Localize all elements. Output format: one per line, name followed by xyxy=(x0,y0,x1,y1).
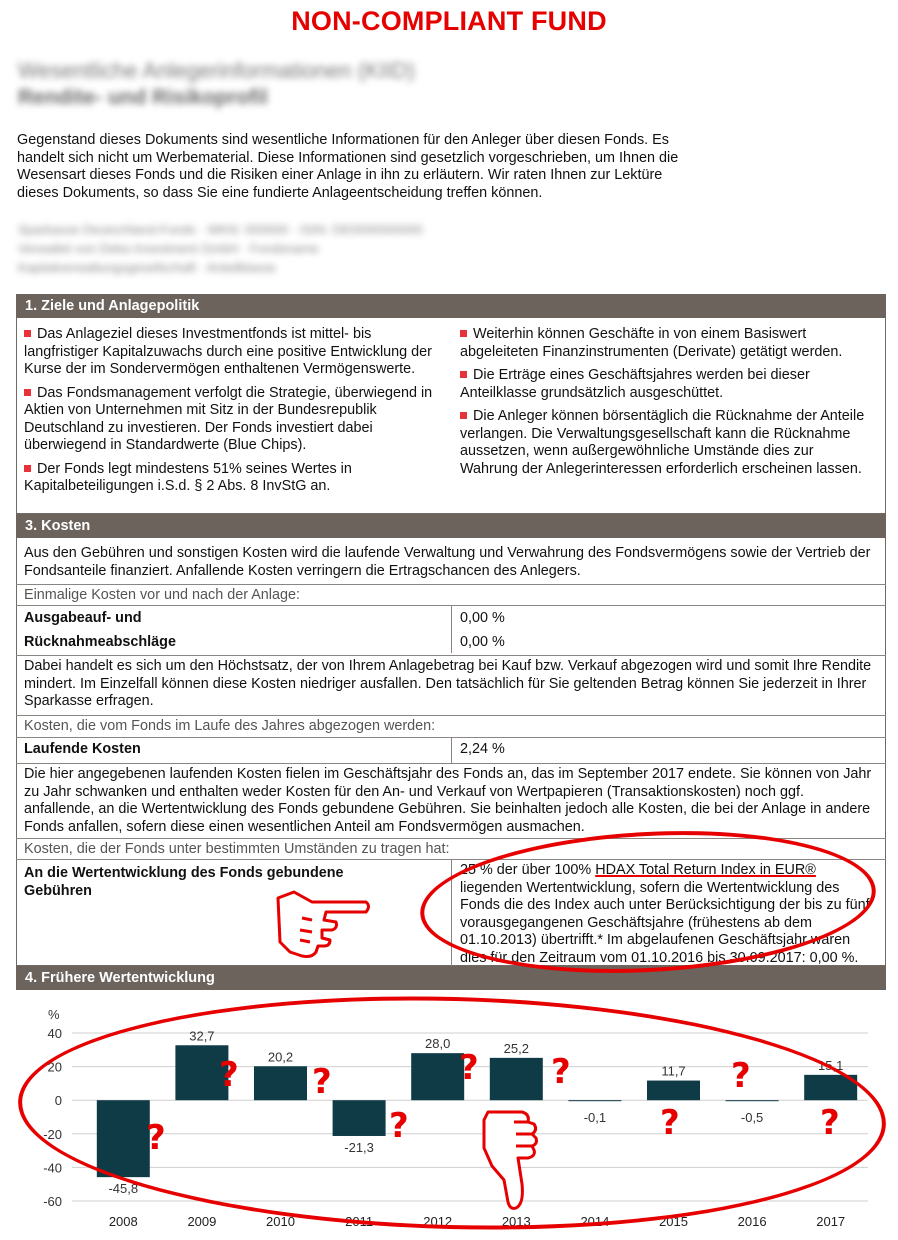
y-tick-label: 0 xyxy=(54,1093,62,1109)
running-costs-value: 2,24 % xyxy=(460,741,505,757)
performance-fee-label: An die Wertentwicklung des Fonds gebundene Gebühren xyxy=(24,865,344,899)
section1-left-column xyxy=(24,326,434,502)
bar-value-label: -0,1 xyxy=(583,1110,607,1126)
question-mark-annotation: ? xyxy=(389,1106,409,1146)
y-tick-label: 20 xyxy=(47,1059,62,1075)
blurred-doc-subtitle: Rendite- und Risikoprofil xyxy=(18,86,268,109)
non-compliant-stamp: NON-COMPLIANT FUND xyxy=(291,6,607,36)
question-mark-annotation: ? xyxy=(146,1118,166,1158)
performance-fee-pre: 25 % der über 100% xyxy=(460,862,596,878)
objective-bullet: Weiterhin können Geschäfte in von einem Basiswert abgeleiteten Finanzinstrumenten (Derivate) getätigt werden. xyxy=(460,326,872,361)
blurred-doc-title: Wesentliche Anlegerinformationen (KIID) xyxy=(18,58,416,83)
column-divider xyxy=(451,605,452,653)
question-mark-annotation: ? xyxy=(820,1103,840,1143)
thumbs-down-icon xyxy=(478,1108,548,1213)
objective-bullet: Das Anlageziel dieses Investmentfonds ist mittel- bis langfristiger Kapitalzuwachs durch eine positive Entwicklung der Kurse der im Sondervermögen enthaltenen Vermögenswerte. xyxy=(24,326,434,379)
x-tick-label: 2015 xyxy=(659,1214,688,1229)
question-mark-annotation: ? xyxy=(731,1056,751,1096)
blurred-fund-info xyxy=(18,220,423,277)
exit-charge-label: Rücknahmeabschläge xyxy=(24,634,176,650)
performance-fee-index: HDAX Total Return Index in EUR® xyxy=(595,862,816,878)
question-mark-annotation: ? xyxy=(459,1048,479,1088)
objective-bullet: Die Erträge eines Geschäftsjahres werden bei dieser Anteilklasse grundsätzlich ausgeschüttet. xyxy=(460,367,872,402)
question-mark-annotation: ? xyxy=(219,1055,239,1095)
bar-value-label: 15,1 xyxy=(818,1057,844,1073)
bar-value-label: -45,8 xyxy=(108,1181,139,1197)
bar-value-label: 32,7 xyxy=(189,1028,215,1044)
yearly-costs-label: Kosten, die vom Fonds im Laufe des Jahres abgezogen werden: xyxy=(16,715,886,736)
special-costs-label: Kosten, die der Fonds unter bestimmten Umständen zu tragen hat: xyxy=(16,838,886,859)
intro-paragraph: Gegenstand dieses Dokuments sind wesentliche Informationen für den Anleger über diesen Fonds. Es handelt sich nicht um Werbematerial. Diese Informationen sind gesetzlich vorgeschrieben, um Ihnen die Wesensart dieses Fonds und die Risiken einer Anlage in ihn zu erläutern. Wir raten Ihnen zur Lektüre dieses Dokuments, so dass Sie eine fundierte Anlageentscheidung treffen können. xyxy=(17,132,679,201)
column-divider xyxy=(451,737,452,763)
y-tick-label: -40 xyxy=(43,1160,62,1176)
x-tick-label: 2013 xyxy=(501,1214,531,1229)
section3-heading: 3. Kosten xyxy=(16,514,886,538)
objective-bullet: Die Anleger können börsentäglich die Rücknahme der Anteile verlangen. Die Verwaltungsgesellschaft kann die Rücknahme aussetzen, wenn außergewöhnliche Umstände dies zur Wahrung der Anlegerinteressen erforderlich erscheinen lassen. xyxy=(460,408,872,478)
y-tick-label: -20 xyxy=(43,1126,62,1142)
y-tick-label: 40 xyxy=(47,1026,62,1041)
objective-bullet: Der Fonds legt mindestens 51% seines Wertes in Kapitalbeteiligungen i.S.d. § 2 Abs. 8 InvStG an. xyxy=(24,461,434,496)
performance-fee-post: liegenden Wertentwicklung, sofern die Wertentwicklung des Fonds die des Index auch unter Berücksichtigung der bis zu fünf vorausgegangenen Geschäftsjahre (frühestens ab dem 01.10.2013) übertrifft.* Im abgelaufenen Geschäftsjahr waren dies für den Zeitraum vom 01.10.2016 bis 30.09.2017: 0,00 %. xyxy=(460,879,870,966)
x-tick-label: 2010 xyxy=(266,1214,295,1229)
bar-value-label: 28,0 xyxy=(425,1036,451,1052)
question-mark-annotation: ? xyxy=(660,1103,680,1143)
one-off-costs-label: Einmalige Kosten vor und nach der Anlage: xyxy=(16,584,886,605)
bar-value-label: -0,5 xyxy=(740,1110,764,1126)
entry-charge-value: 0,00 % xyxy=(460,610,505,626)
blurred-fund-line: Sparkasse Deutschland-Fonds · WKN: 000000 · ISIN: DE0000000000 xyxy=(18,222,423,237)
question-mark-annotation: ? xyxy=(551,1052,571,1092)
section1-right-column xyxy=(460,326,872,484)
section1-heading: 1. Ziele und Anlagepolitik xyxy=(16,294,886,318)
question-mark-annotation: ? xyxy=(312,1062,332,1102)
x-tick-label: 2012 xyxy=(423,1214,453,1229)
x-tick-label: 2017 xyxy=(816,1214,846,1229)
x-tick-label: 2009 xyxy=(187,1214,217,1229)
max-charge-note: Dabei handelt es sich um den Höchstsatz, der von Ihrem Anlagebetrag bei Kauf bzw. Verkauf abgezogen wird und somit Ihre Rendite mindert. Im Einzelfall können diese Kosten niedriger ausfallen. Den tatsächlich für Sie geltenden Betrag können Sie jederzeit in Ihrer Sparkasse erfragen. xyxy=(16,655,886,711)
entry-charge-label: Ausgabeauf- und xyxy=(24,610,142,626)
blurred-fund-line: Kapitalverwaltungsgesellschaft · Anteilklasse xyxy=(18,260,276,275)
x-tick-label: 2008 xyxy=(108,1214,138,1229)
running-costs-label: Laufende Kosten xyxy=(24,741,141,757)
section4-heading: 4. Frühere Wertentwicklung xyxy=(16,966,886,990)
y-axis-unit: % xyxy=(48,1007,60,1022)
blurred-fund-line: Verwaltet von Deka Investment GmbH · Fondsname xyxy=(18,241,319,256)
costs-intro: Aus den Gebühren und sonstigen Kosten wird die laufende Verwaltung und Verwahrung des Fondsvermögens sowie der Vertrieb der Fondsanteile finanziert. Anfallende Kosten verringern die Ertragschancen des Anlegers. xyxy=(24,545,871,579)
x-tick-label: 2016 xyxy=(737,1214,767,1229)
bar-value-label: -21,3 xyxy=(344,1139,374,1155)
x-tick-label: 2014 xyxy=(580,1214,610,1229)
objective-bullet: Das Fondsmanagement verfolgt die Strategie, überwiegend in Aktien von Unternehmen mit Sitz in der Bundesrepublik Deutschland zu investieren. Der Fonds investiert dabei überwiegend in Standardwerte (Blue Chips). xyxy=(24,384,433,453)
bar-value-label: 20,2 xyxy=(267,1049,294,1065)
x-tick-label: 2011 xyxy=(345,1214,374,1229)
exit-charge-value: 0,00 % xyxy=(460,634,505,650)
running-costs-note: Die hier angegebenen laufenden Kosten fielen im Geschäftsjahr des Fonds an, das im September 2017 endete. Sie können von Jahr zu Jahr schwanken und enthalten weder Kosten für den An- und Verkauf von Wertpapieren (Transaktionskosten) noch ggf. anfallende, an die Wertentwicklung des Fonds gebundene Gebühren. Sie beinhalten jedoch alle Kosten, die bei der Anlage in andere Fonds anfallen, sofern diese einen wesentlichen Anteil am Fondsvermögen ausmachen. xyxy=(16,763,886,836)
y-tick-label: -60 xyxy=(43,1194,62,1209)
pointing-hand-icon xyxy=(272,882,372,962)
bar-value-label: 25,2 xyxy=(503,1040,529,1056)
bar-value-label: 11,7 xyxy=(661,1063,686,1079)
